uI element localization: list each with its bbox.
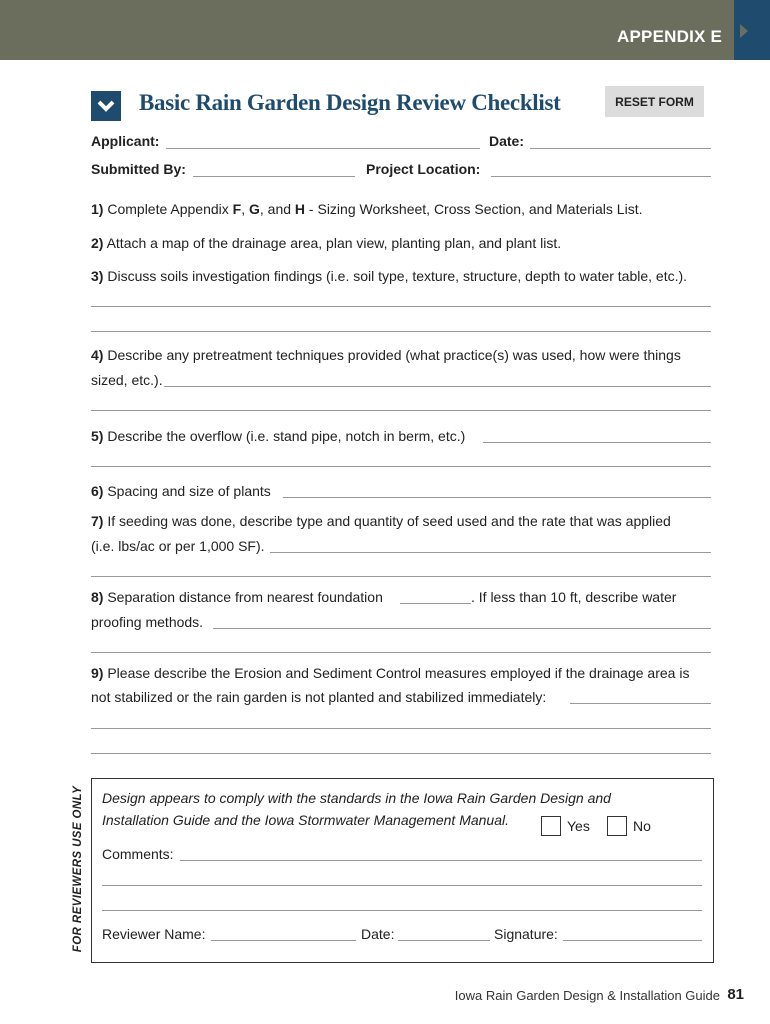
project-location-field[interactable] <box>491 176 711 177</box>
item-2: 2) Attach a map of the drainage area, plan view, planting plan, and plant list. <box>91 235 562 251</box>
signature-label: Signature: <box>494 926 558 942</box>
no-label: No <box>633 818 651 834</box>
comments-field[interactable] <box>102 885 702 886</box>
item-5: 5) Describe the overflow (i.e. stand pipe, notch in berm, etc.) <box>91 428 466 444</box>
comments-label: Comments: <box>102 846 174 862</box>
item-3-answer-line[interactable] <box>91 306 711 307</box>
date-label: Date: <box>489 133 525 149</box>
yes-checkbox[interactable] <box>541 816 561 836</box>
submitted-by-field[interactable] <box>193 176 355 177</box>
item-8-cont: proofing methods. <box>91 614 204 630</box>
reviewers-use-only-label: FOR REVIEWERS USE ONLY <box>72 785 84 953</box>
item-4-cont: sized, etc.). <box>91 372 163 388</box>
item-5-answer-line[interactable] <box>483 442 711 443</box>
item-4: 4) Describe any pretreatment techniques provided (what practice(s) was used, how were things <box>91 347 681 363</box>
item-9-answer-line[interactable] <box>91 728 711 729</box>
chevron-right-icon <box>740 24 748 38</box>
item-8-answer-line[interactable] <box>213 628 711 629</box>
item-7-answer-line[interactable] <box>270 552 711 553</box>
reviewer-name-label: Reviewer Name: <box>102 926 206 942</box>
item-6: 6) Spacing and size of plants <box>91 483 271 499</box>
item-4-answer-line[interactable] <box>164 386 711 387</box>
project-location-label: Project Location: <box>366 161 481 177</box>
reviewer-date-label: Date: <box>361 926 395 942</box>
item-8-cont-a: . If less than 10 ft, describe water <box>471 589 677 605</box>
compliance-statement-cont: Installation Guide and the Iowa Stormwater Management Manual. <box>102 812 510 828</box>
appendix-label: APPENDIX E <box>617 27 722 46</box>
applicant-label: Applicant: <box>91 133 160 149</box>
item-6-answer-line[interactable] <box>283 497 711 498</box>
item-7: 7) If seeding was done, describe type and quantity of seed used and the rate that was applied <box>91 513 671 529</box>
item-8-answer-line[interactable] <box>91 652 711 653</box>
item-9-answer-line[interactable] <box>570 703 711 704</box>
chevron-down-icon[interactable] <box>91 91 121 121</box>
separation-distance-field[interactable] <box>400 603 471 604</box>
date-field[interactable] <box>530 148 711 149</box>
item-4-answer-line[interactable] <box>91 410 711 411</box>
reset-form-button[interactable]: RESET FORM <box>605 86 704 117</box>
footer-text: Iowa Rain Garden Design & Installation Guide <box>454 988 720 1003</box>
page-title: Basic Rain Garden Design Review Checklist <box>139 90 561 115</box>
signature-field[interactable] <box>563 940 702 941</box>
item-8: 8) Separation distance from nearest foundation <box>91 589 383 605</box>
page-number: 81 <box>727 986 744 1003</box>
item-7-answer-line[interactable] <box>91 576 711 577</box>
item-9: 9) Please describe the Erosion and Sediment Control measures employed if the drainage area is <box>91 665 690 681</box>
no-checkbox[interactable] <box>607 816 627 836</box>
compliance-statement: Design appears to comply with the standards in the Iowa Rain Garden Design and <box>102 790 611 806</box>
reviewer-name-field[interactable] <box>211 940 356 941</box>
submitted-by-label: Submitted By: <box>91 161 186 177</box>
item-9-answer-line[interactable] <box>91 753 711 754</box>
comments-field[interactable] <box>180 860 702 861</box>
item-5-answer-line[interactable] <box>91 466 711 467</box>
reviewer-date-field[interactable] <box>398 940 490 941</box>
appendix-tab <box>734 0 770 60</box>
item-9-cont: not stabilized or the rain garden is not planted and stabilized immediately: <box>91 689 547 705</box>
item-3-answer-line[interactable] <box>91 331 711 332</box>
item-1: 1) Complete Appendix F, G, and H - Sizing Worksheet, Cross Section, and Materials List. <box>91 201 643 217</box>
item-7-cont: (i.e. lbs/ac or per 1,000 SF). <box>91 538 265 554</box>
comments-field[interactable] <box>102 910 702 911</box>
item-3: 3) Discuss soils investigation findings (i.e. soil type, texture, structure, depth to water table, etc.). <box>91 268 688 284</box>
yes-label: Yes <box>567 818 590 834</box>
applicant-field[interactable] <box>166 148 480 149</box>
